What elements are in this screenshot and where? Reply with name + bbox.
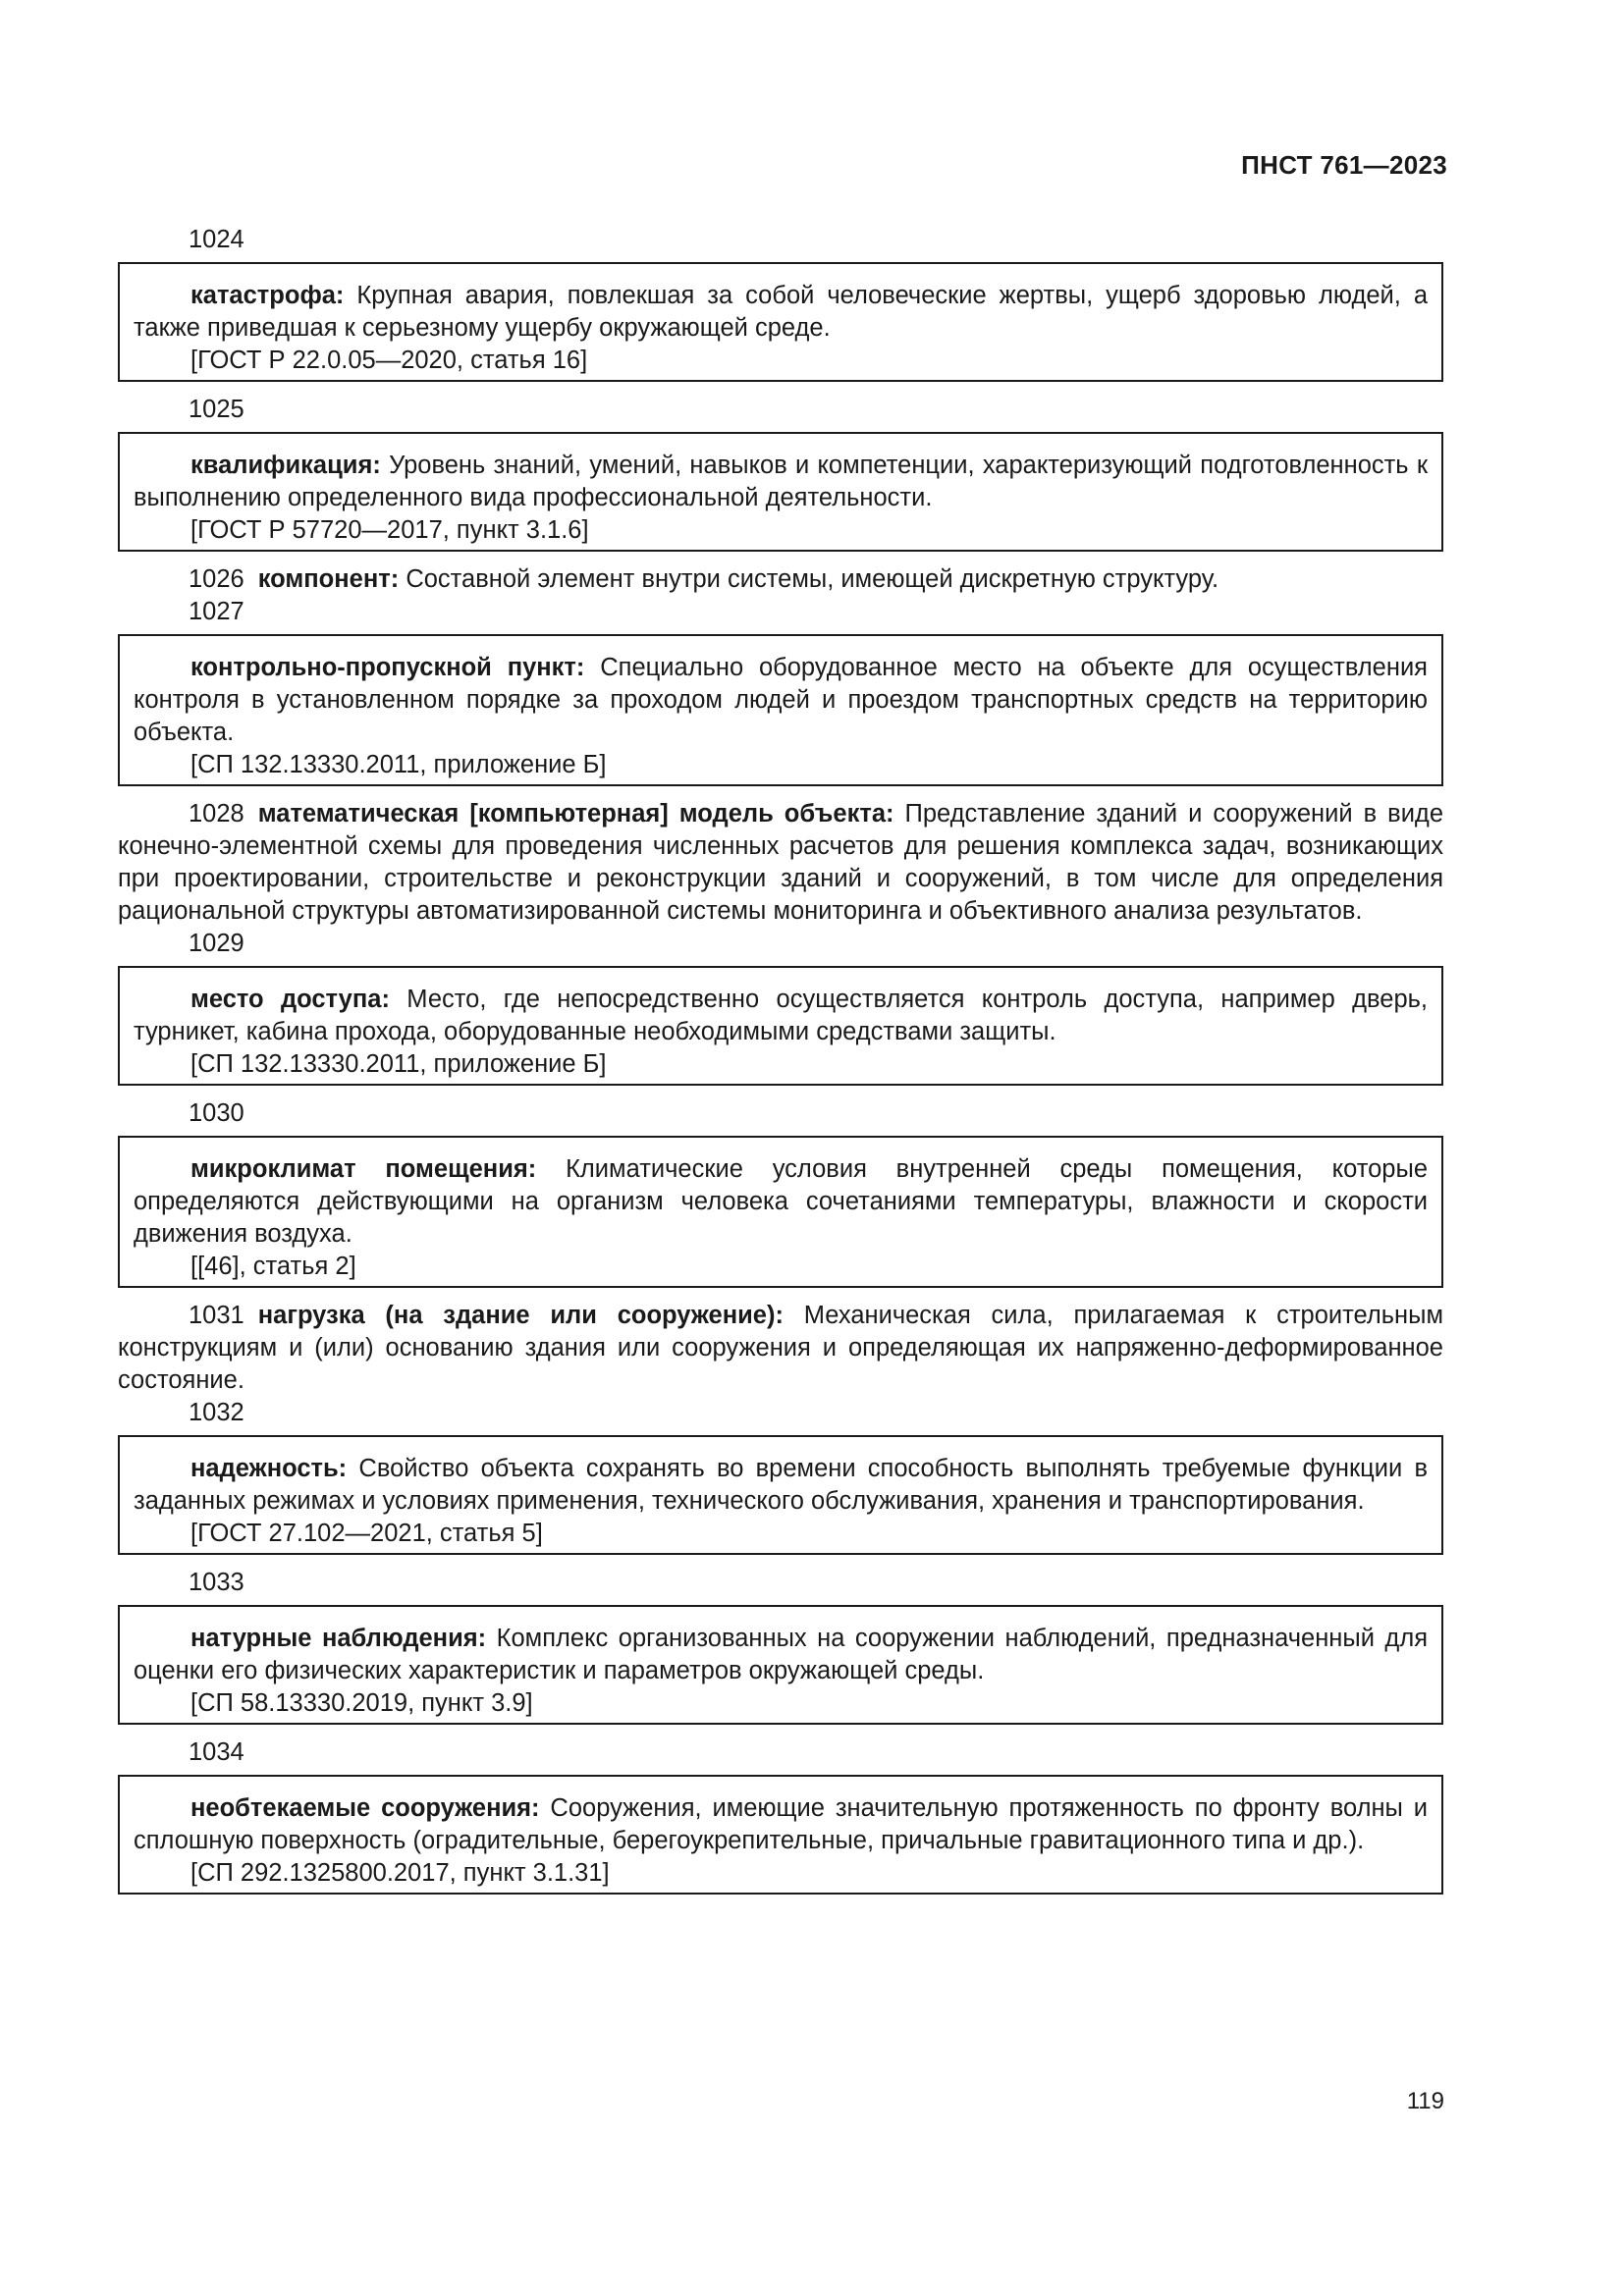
entry-number: 1034 [189,1738,244,1766]
term-source: [СП 132.13330.2011, приложение Б] [190,751,607,778]
entry-number: 1031 [189,1302,244,1329]
entry-number: 1032 [189,1399,244,1426]
term-box [118,634,1443,786]
term-source: [СП 132.13330.2011, приложение Б] [190,1050,607,1078]
term-name: надежность: [190,1455,348,1482]
page-number: 119 [1406,2088,1444,2114]
entry-number: 1030 [189,1099,244,1127]
term-box [118,1136,1443,1288]
definition-text: Уровень знаний, умений, навыков и компетенции, характеризующий подготовленность к выполнению определенного вида профессиональной деятельности. [134,452,1428,511]
term-source: [[46], статья 2] [190,1253,356,1280]
term-name: математическая [компьютерная] модель объекта: [257,800,894,828]
definition-text: Представление зданий и сооружений в виде конечно-элементной схемы для проведения численных расчетов для решения комплекса задач, возникающих при проектировании, строительстве и реконструкции зданий и сооружений, в том числе для определения рациональной структуры автоматизированной системы мониторинга и объективного анализа результатов. [118,800,1443,925]
term-source: [СП 292.1325800.2017, пункт 3.1.31] [190,1859,610,1887]
definition-text: Сооружения, имеющие значительную протяженность по фронту волны и сплошную поверхность (оградительные, берегоукрепительные, причальные гравитационного типа и др.). [134,1794,1428,1854]
term-source: [ГОСТ Р 22.0.05—2020, статья 16] [190,347,588,374]
term-paragraph [118,563,1443,596]
document-code: ПНСТ 761—2023 [1241,150,1447,180]
definition-text: Место, где непосредственно осуществляется контроль доступа, например дверь, турникет, кабина прохода, оборудованные необходимыми средствами защиты. [134,986,1429,1045]
term-definition [134,984,1428,1048]
term-name: контрольно-пропускной пункт: [190,654,585,681]
term-source: [ГОСТ 27.102—2021, статья 5] [190,1520,543,1547]
term-definition [134,1623,1428,1687]
definition-text: Составной элемент внутри системы, имеющей дискретную структуру. [406,565,1219,593]
term-paragraph [118,1300,1443,1397]
term-name: квалификация: [190,452,381,479]
term-box [118,1435,1443,1555]
term-definition [134,1792,1428,1857]
definition-text: Климатические условия внутренней среды помещения, которые определяются действующими на организм человека сочетаниями температуры, влажности и скорости движения воздуха. [134,1155,1428,1248]
term-paragraph [118,798,1443,928]
term-definition [134,652,1428,749]
entry-number: 1027 [189,598,244,625]
term-box [118,262,1443,382]
term-name: компонент: [257,565,400,593]
term-box [118,432,1443,552]
term-source: [СП 58.13330.2019, пункт 3.9] [190,1689,533,1717]
entry-number: 1028 [189,800,244,828]
entry-number: 1033 [189,1569,244,1596]
term-source: [ГОСТ Р 57720—2017, пункт 3.1.6] [190,516,589,544]
term-definition [134,280,1428,345]
term-box [118,966,1443,1086]
definition-text: Свойство объекта сохранять во времени способность выполнять требуемые функции в заданных режимах и условиях применения, технического обслуживания, хранения и транспортирования. [134,1455,1429,1515]
entry-number: 1024 [189,226,244,253]
term-name: место доступа: [190,986,390,1013]
definition-text: Специально оборудованное место на объекте для осуществления контроля в установленном порядке за проходом людей и проездом транспортных средств на территорию объекта. [134,654,1428,746]
term-box [118,1605,1443,1725]
definition-text: Механическая сила, прилагаемая к строительным конструкциям и (или) основанию здания или сооружения и определяющая их напряженно-деформированное состояние. [118,1302,1443,1394]
entry-number: 1026 [189,565,244,593]
term-name: микроклимат помещения: [190,1155,537,1183]
term-name: необтекаемые сооружения: [190,1794,540,1822]
glossary-content [118,224,1443,1906]
entry-number: 1029 [189,930,244,957]
term-definition [134,1153,1428,1251]
term-name: нагрузка (на здание или сооружение): [257,1302,784,1329]
term-box [118,1775,1443,1895]
term-name: натурные наблюдения: [190,1625,487,1652]
term-definition [134,450,1428,514]
entry-number: 1025 [189,396,244,423]
definition-text: Крупная авария, повлекшая за собой человеческие жертвы, ущерб здоровью людей, а также приведшая к серьезному ущербу окружающей среде. [134,282,1429,342]
term-name: катастрофа: [190,282,345,309]
term-definition [134,1453,1428,1518]
definition-text: Комплекс организованных на сооружении наблюдений, предназначенный для оценки его физических характеристик и параметров окружающей среды. [134,1625,1429,1684]
